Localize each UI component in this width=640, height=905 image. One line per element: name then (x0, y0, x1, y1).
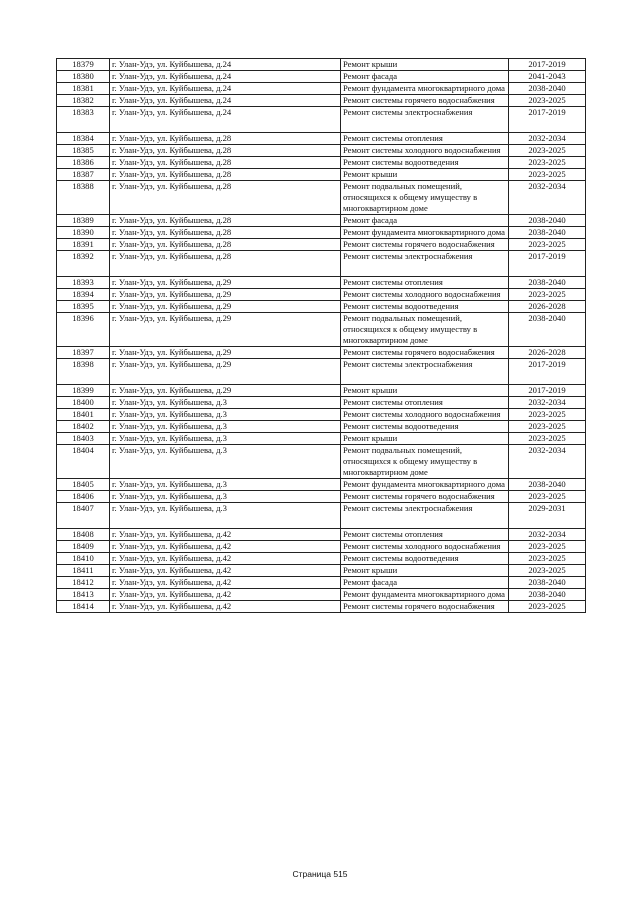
work-type-cell: Ремонт системы электроснабжения (341, 503, 509, 529)
period-cell: 2032-2034 (509, 133, 586, 145)
period-cell: 2023-2025 (509, 157, 586, 169)
works-table-container (56, 58, 585, 613)
period-cell: 2038-2040 (509, 589, 586, 601)
row-number: 18389 (57, 215, 110, 227)
address-cell: г. Улан-Удэ, ул. Куйбышева, д.28 (110, 251, 341, 277)
row-number: 18395 (57, 301, 110, 313)
work-type-cell: Ремонт системы холодного водоснабжения (341, 145, 509, 157)
period-cell: 2023-2025 (509, 491, 586, 503)
address-cell: г. Улан-Удэ, ул. Куйбышева, д.28 (110, 133, 341, 145)
table-row (57, 71, 586, 83)
table-row (57, 397, 586, 409)
work-type-cell: Ремонт системы горячего водоснабжения (341, 491, 509, 503)
table-row (57, 157, 586, 169)
table-row (57, 529, 586, 541)
address-cell: г. Улан-Удэ, ул. Куйбышева, д.42 (110, 529, 341, 541)
row-number: 18410 (57, 553, 110, 565)
address-cell: г. Улан-Удэ, ул. Куйбышева, д.28 (110, 215, 341, 227)
period-cell: 2038-2040 (509, 313, 586, 347)
address-cell: г. Улан-Удэ, ул. Куйбышева, д.24 (110, 95, 341, 107)
page-footer (0, 869, 640, 879)
period-cell: 2038-2040 (509, 215, 586, 227)
row-number: 18402 (57, 421, 110, 433)
table-row (57, 433, 586, 445)
row-number: 18411 (57, 565, 110, 577)
work-type-cell: Ремонт системы холодного водоснабжения (341, 289, 509, 301)
work-type-cell: Ремонт фасада (341, 577, 509, 589)
work-type-cell: Ремонт системы отопления (341, 133, 509, 145)
row-number: 18380 (57, 71, 110, 83)
address-cell: г. Улан-Удэ, ул. Куйбышева, д.29 (110, 347, 341, 359)
work-type-cell: Ремонт системы горячего водоснабжения (341, 239, 509, 251)
table-row (57, 503, 586, 529)
period-cell: 2032-2034 (509, 181, 586, 215)
row-number: 18404 (57, 445, 110, 479)
table-row (57, 491, 586, 503)
work-type-cell: Ремонт системы водоотведения (341, 421, 509, 433)
row-number: 18398 (57, 359, 110, 385)
table-row (57, 541, 586, 553)
work-type-cell: Ремонт системы отопления (341, 529, 509, 541)
row-number: 18399 (57, 385, 110, 397)
table-row (57, 251, 586, 277)
table-row (57, 145, 586, 157)
work-type-cell: Ремонт системы отопления (341, 277, 509, 289)
period-cell: 2029-2031 (509, 503, 586, 529)
row-number: 18391 (57, 239, 110, 251)
table-row (57, 409, 586, 421)
work-type-cell: Ремонт фасада (341, 71, 509, 83)
work-type-cell: Ремонт подвальных помещений, относящихся к общему имуществу в многоквартирном доме (341, 313, 509, 347)
work-type-cell: Ремонт фундамента многоквартирного дома (341, 479, 509, 491)
period-cell: 2023-2025 (509, 553, 586, 565)
period-cell: 2032-2034 (509, 445, 586, 479)
work-type-cell: Ремонт системы электроснабжения (341, 107, 509, 133)
period-cell: 2026-2028 (509, 347, 586, 359)
row-number: 18400 (57, 397, 110, 409)
work-type-cell: Ремонт фундамента многоквартирного дома (341, 227, 509, 239)
row-number: 18409 (57, 541, 110, 553)
table-row (57, 107, 586, 133)
period-cell: 2023-2025 (509, 421, 586, 433)
work-type-cell: Ремонт крыши (341, 385, 509, 397)
row-number: 18405 (57, 479, 110, 491)
works-table (56, 58, 586, 613)
work-type-cell: Ремонт подвальных помещений, относящихся к общему имуществу в многоквартирном доме (341, 445, 509, 479)
table-row (57, 479, 586, 491)
period-cell: 2017-2019 (509, 385, 586, 397)
address-cell: г. Улан-Удэ, ул. Куйбышева, д.29 (110, 301, 341, 313)
work-type-cell: Ремонт системы отопления (341, 397, 509, 409)
table-row (57, 133, 586, 145)
period-cell: 2038-2040 (509, 277, 586, 289)
table-row (57, 83, 586, 95)
address-cell: г. Улан-Удэ, ул. Куйбышева, д.29 (110, 359, 341, 385)
work-type-cell: Ремонт подвальных помещений, относящихся к общему имуществу в многоквартирном доме (341, 181, 509, 215)
work-type-cell: Ремонт системы холодного водоснабжения (341, 541, 509, 553)
period-cell: 2023-2025 (509, 145, 586, 157)
address-cell: г. Улан-Удэ, ул. Куйбышева, д.29 (110, 313, 341, 347)
row-number: 18383 (57, 107, 110, 133)
table-row (57, 553, 586, 565)
row-number: 18396 (57, 313, 110, 347)
work-type-cell: Ремонт фундамента многоквартирного дома (341, 83, 509, 95)
table-row (57, 385, 586, 397)
address-cell: г. Улан-Удэ, ул. Куйбышева, д.3 (110, 491, 341, 503)
row-number: 18413 (57, 589, 110, 601)
period-cell: 2023-2025 (509, 95, 586, 107)
period-cell: 2032-2034 (509, 397, 586, 409)
works-table-body (57, 59, 586, 613)
address-cell: г. Улан-Удэ, ул. Куйбышева, д.29 (110, 289, 341, 301)
work-type-cell: Ремонт системы горячего водоснабжения (341, 347, 509, 359)
address-cell: г. Улан-Удэ, ул. Куйбышева, д.29 (110, 385, 341, 397)
work-type-cell: Ремонт системы водоотведения (341, 157, 509, 169)
row-number: 18414 (57, 601, 110, 613)
row-number: 18397 (57, 347, 110, 359)
period-cell: 2017-2019 (509, 359, 586, 385)
period-cell: 2038-2040 (509, 227, 586, 239)
table-row (57, 601, 586, 613)
period-cell: 2023-2025 (509, 601, 586, 613)
address-cell: г. Улан-Удэ, ул. Куйбышева, д.24 (110, 71, 341, 83)
work-type-cell: Ремонт системы электроснабжения (341, 251, 509, 277)
row-number: 18387 (57, 169, 110, 181)
period-cell: 2017-2019 (509, 107, 586, 133)
table-row (57, 347, 586, 359)
table-row (57, 445, 586, 479)
work-type-cell: Ремонт системы горячего водоснабжения (341, 95, 509, 107)
address-cell: г. Улан-Удэ, ул. Куйбышева, д.42 (110, 565, 341, 577)
period-cell: 2032-2034 (509, 529, 586, 541)
work-type-cell: Ремонт системы горячего водоснабжения (341, 601, 509, 613)
table-row (57, 313, 586, 347)
table-row (57, 359, 586, 385)
table-row (57, 95, 586, 107)
address-cell: г. Улан-Удэ, ул. Куйбышева, д.24 (110, 83, 341, 95)
row-number: 18390 (57, 227, 110, 239)
work-type-cell: Ремонт системы холодного водоснабжения (341, 409, 509, 421)
period-cell: 2023-2025 (509, 169, 586, 181)
row-number: 18412 (57, 577, 110, 589)
row-number: 18385 (57, 145, 110, 157)
row-number: 18394 (57, 289, 110, 301)
address-cell: г. Улан-Удэ, ул. Куйбышева, д.42 (110, 541, 341, 553)
row-number: 18401 (57, 409, 110, 421)
row-number: 18382 (57, 95, 110, 107)
address-cell: г. Улан-Удэ, ул. Куйбышева, д.24 (110, 107, 341, 133)
table-row (57, 59, 586, 71)
period-cell: 2023-2025 (509, 541, 586, 553)
row-number: 18406 (57, 491, 110, 503)
address-cell: г. Улан-Удэ, ул. Куйбышева, д.42 (110, 589, 341, 601)
work-type-cell: Ремонт системы электроснабжения (341, 359, 509, 385)
period-cell: 2017-2019 (509, 59, 586, 71)
row-number: 18392 (57, 251, 110, 277)
address-cell: г. Улан-Удэ, ул. Куйбышева, д.28 (110, 169, 341, 181)
table-row (57, 301, 586, 313)
period-cell: 2023-2025 (509, 565, 586, 577)
address-cell: г. Улан-Удэ, ул. Куйбышева, д.28 (110, 227, 341, 239)
work-type-cell: Ремонт крыши (341, 169, 509, 181)
address-cell: г. Улан-Удэ, ул. Куйбышева, д.3 (110, 503, 341, 529)
address-cell: г. Улан-Удэ, ул. Куйбышева, д.3 (110, 421, 341, 433)
table-row (57, 277, 586, 289)
row-number: 18384 (57, 133, 110, 145)
table-row (57, 577, 586, 589)
row-number: 18407 (57, 503, 110, 529)
row-number: 18393 (57, 277, 110, 289)
table-row (57, 169, 586, 181)
page-number: Страница 515 (292, 869, 348, 879)
table-row (57, 421, 586, 433)
work-type-cell: Ремонт системы водоотведения (341, 553, 509, 565)
period-cell: 2026-2028 (509, 301, 586, 313)
address-cell: г. Улан-Удэ, ул. Куйбышева, д.42 (110, 601, 341, 613)
address-cell: г. Улан-Удэ, ул. Куйбышева, д.29 (110, 277, 341, 289)
address-cell: г. Улан-Удэ, ул. Куйбышева, д.3 (110, 397, 341, 409)
address-cell: г. Улан-Удэ, ул. Куйбышева, д.3 (110, 479, 341, 491)
table-row (57, 181, 586, 215)
work-type-cell: Ремонт системы водоотведения (341, 301, 509, 313)
period-cell: 2023-2025 (509, 289, 586, 301)
address-cell: г. Улан-Удэ, ул. Куйбышева, д.42 (110, 553, 341, 565)
period-cell: 2038-2040 (509, 577, 586, 589)
table-row (57, 215, 586, 227)
address-cell: г. Улан-Удэ, ул. Куйбышева, д.28 (110, 181, 341, 215)
table-row (57, 289, 586, 301)
table-row (57, 239, 586, 251)
address-cell: г. Улан-Удэ, ул. Куйбышева, д.24 (110, 59, 341, 71)
row-number: 18386 (57, 157, 110, 169)
address-cell: г. Улан-Удэ, ул. Куйбышева, д.28 (110, 239, 341, 251)
address-cell: г. Улан-Удэ, ул. Куйбышева, д.3 (110, 445, 341, 479)
work-type-cell: Ремонт фасада (341, 215, 509, 227)
row-number: 18381 (57, 83, 110, 95)
work-type-cell: Ремонт крыши (341, 59, 509, 71)
row-number: 18388 (57, 181, 110, 215)
address-cell: г. Улан-Удэ, ул. Куйбышева, д.28 (110, 145, 341, 157)
period-cell: 2023-2025 (509, 433, 586, 445)
period-cell: 2023-2025 (509, 409, 586, 421)
period-cell: 2041-2043 (509, 71, 586, 83)
table-row (57, 589, 586, 601)
work-type-cell: Ремонт фундамента многоквартирного дома (341, 589, 509, 601)
address-cell: г. Улан-Удэ, ул. Куйбышева, д.42 (110, 577, 341, 589)
period-cell: 2038-2040 (509, 479, 586, 491)
address-cell: г. Улан-Удэ, ул. Куйбышева, д.3 (110, 409, 341, 421)
row-number: 18379 (57, 59, 110, 71)
table-row (57, 565, 586, 577)
table-row (57, 227, 586, 239)
period-cell: 2038-2040 (509, 83, 586, 95)
period-cell: 2017-2019 (509, 251, 586, 277)
row-number: 18403 (57, 433, 110, 445)
address-cell: г. Улан-Удэ, ул. Куйбышева, д.3 (110, 433, 341, 445)
address-cell: г. Улан-Удэ, ул. Куйбышева, д.28 (110, 157, 341, 169)
row-number: 18408 (57, 529, 110, 541)
work-type-cell: Ремонт крыши (341, 433, 509, 445)
period-cell: 2023-2025 (509, 239, 586, 251)
work-type-cell: Ремонт крыши (341, 565, 509, 577)
